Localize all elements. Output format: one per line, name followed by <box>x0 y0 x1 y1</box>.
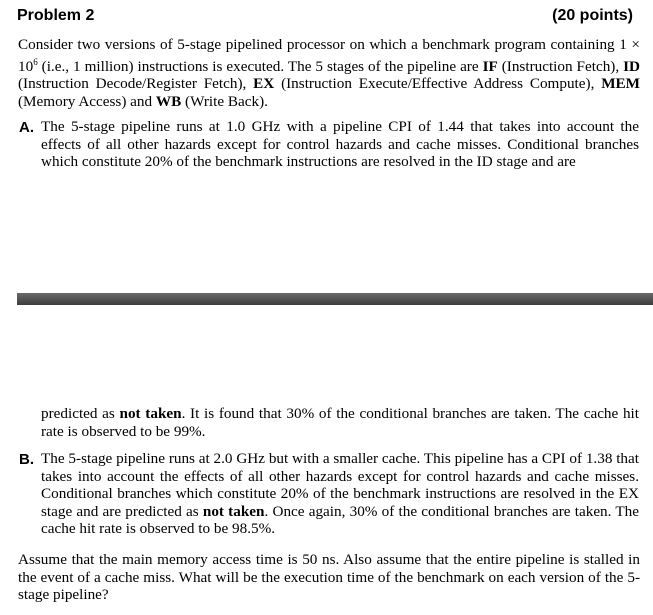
points-label: (20 points) <box>552 7 633 24</box>
part-a-text-top: The 5-stage pipeline runs at 1.0 GHz with a pipeline CPI of 1.44 that takes into account the effects of all other hazards except for control hazards and cache misses. Conditional branches which constitute 20% of the benchmark instructions are resolved in the ID stage and are <box>41 118 639 171</box>
stage-wb: WB <box>155 92 182 110</box>
part-b-text <box>41 450 639 538</box>
closing-paragraph: Assume that the main memory access time is 50 ns. Also assume that the entire pipeline is stalled in the event of a cache miss. What will be the execution time of the benchmark on each version of the 5-stage pipeline? <box>18 551 640 604</box>
stage-if: IF <box>482 57 498 75</box>
intro-text-1: Consider two versions of 5-stage pipelined processor on which a benchmark program containing 1 × 10 <box>18 36 640 75</box>
part-a-post: . It is found that 30% of the conditional branches are taken. The cache hit rate is observed to be 99%. <box>41 405 639 440</box>
part-a-label: A. <box>19 119 34 136</box>
intro-paragraph <box>18 36 640 110</box>
intro-text-7: (Write Back). <box>181 92 268 110</box>
part-b-label: B. <box>19 451 34 468</box>
part-b-text-2: . Once again, 30% of the conditional branches are taken. The cache hit rate is observed to be 98.5%. <box>41 502 639 538</box>
intro-text-6: (Memory Access) and <box>18 92 156 110</box>
part-b-not-taken: not taken <box>202 502 265 520</box>
stage-id: ID <box>623 57 640 75</box>
problem-header <box>17 5 633 27</box>
intro-text-5: (Instruction Execute/Effective Address Compute), <box>274 75 602 93</box>
stage-mem: MEM <box>601 75 640 93</box>
stage-ex: EX <box>253 75 275 93</box>
intro-text-2: (i.e., 1 million) instructions is executed. The 5 stages of the pipeline are <box>37 57 483 75</box>
part-a-pre: predicted as <box>41 405 120 422</box>
part-a-not-taken: not taken <box>119 405 182 422</box>
part-b-text-1: The 5-stage pipeline runs at 2.0 GHz but with a smaller cache. This pipeline has a CPI of 1.38 that takes into account the effects of all other hazards except for control hazards and cache misses. Conditional branches which constitute 20% of the benchmark instructions are resolved in the EX stage and are predicted as <box>41 450 639 520</box>
exponent: 6 <box>33 56 38 67</box>
intro-text-4: (Instruction Decode/Register Fetch), <box>18 75 254 93</box>
intro-text-3: (Instruction Fetch), <box>497 57 624 75</box>
problem-title: Problem 2 <box>17 7 95 24</box>
page-break-divider <box>17 293 653 305</box>
part-a-text-bottom <box>41 405 639 440</box>
